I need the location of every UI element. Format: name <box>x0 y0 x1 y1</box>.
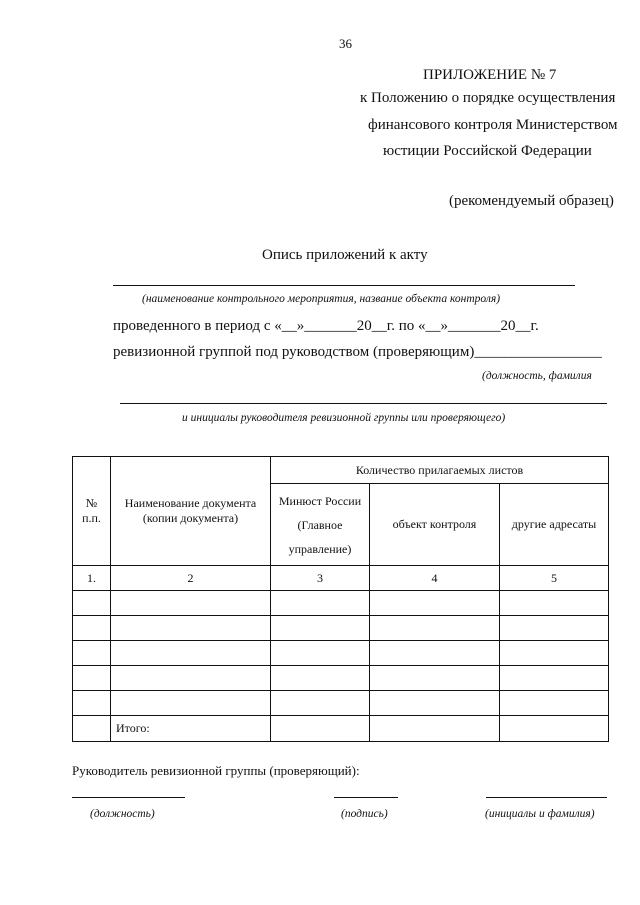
header-line-2: финансового контроля Министерством <box>368 117 618 133</box>
col-number: 5 <box>500 566 609 591</box>
header-sheet-count: Количество прилагаемых листов <box>271 457 609 484</box>
signature-line <box>72 797 185 798</box>
header-other: другие адресаты <box>500 484 609 566</box>
total-label: Итого: <box>111 716 271 742</box>
page-number: 36 <box>339 36 352 51</box>
col-number: 3 <box>271 566 370 591</box>
label-position: (должность) <box>90 808 155 820</box>
header-line-3: юстиции Российской Федерации <box>383 143 592 159</box>
hint-position: (должность, фамилия <box>482 370 592 382</box>
header-doc-name: Наименование документа (копии документа) <box>111 457 271 566</box>
signature-line <box>334 797 398 798</box>
table-row <box>73 591 609 616</box>
header-num: № п.п. <box>73 457 111 566</box>
table-row <box>73 691 609 716</box>
label-initials: (инициалы и фамилия) <box>485 808 595 820</box>
period-line: проведенного в период с «__»_______20__г. по «__»_______20__г. <box>113 318 539 334</box>
header-object: объект контроля <box>370 484 500 566</box>
header-minjust: Минюст России (Главное управление) <box>271 484 370 566</box>
table-row <box>73 616 609 641</box>
table-row <box>73 666 609 691</box>
table-row <box>73 641 609 666</box>
signature-line <box>486 797 607 798</box>
col-number: 2 <box>111 566 271 591</box>
hint-initials: и инициалы руководителя ревизионной группы или проверяющего) <box>182 412 506 424</box>
col-number: 4 <box>370 566 500 591</box>
group-line: ревизионной группой под руководством (проверяющим)_________________ <box>113 344 602 360</box>
sample-note: (рекомендуемый образец) <box>449 193 614 209</box>
blank-line <box>120 403 607 404</box>
blank-line <box>113 285 575 286</box>
header-line-1: к Положению о порядке осуществления <box>360 90 616 106</box>
footer-heading: Руководитель ревизионной группы (проверяющий): <box>72 763 360 778</box>
col-number: 1. <box>73 566 111 591</box>
label-signature: (подпись) <box>341 808 388 820</box>
attachments-table <box>72 456 609 742</box>
total-row <box>73 716 609 742</box>
appendix-title: ПРИЛОЖЕНИЕ № 7 <box>423 67 557 83</box>
hint-event-name: (наименование контрольного мероприятия, название объекта контроля) <box>142 293 501 305</box>
document-title: Опись приложений к акту <box>262 247 428 263</box>
